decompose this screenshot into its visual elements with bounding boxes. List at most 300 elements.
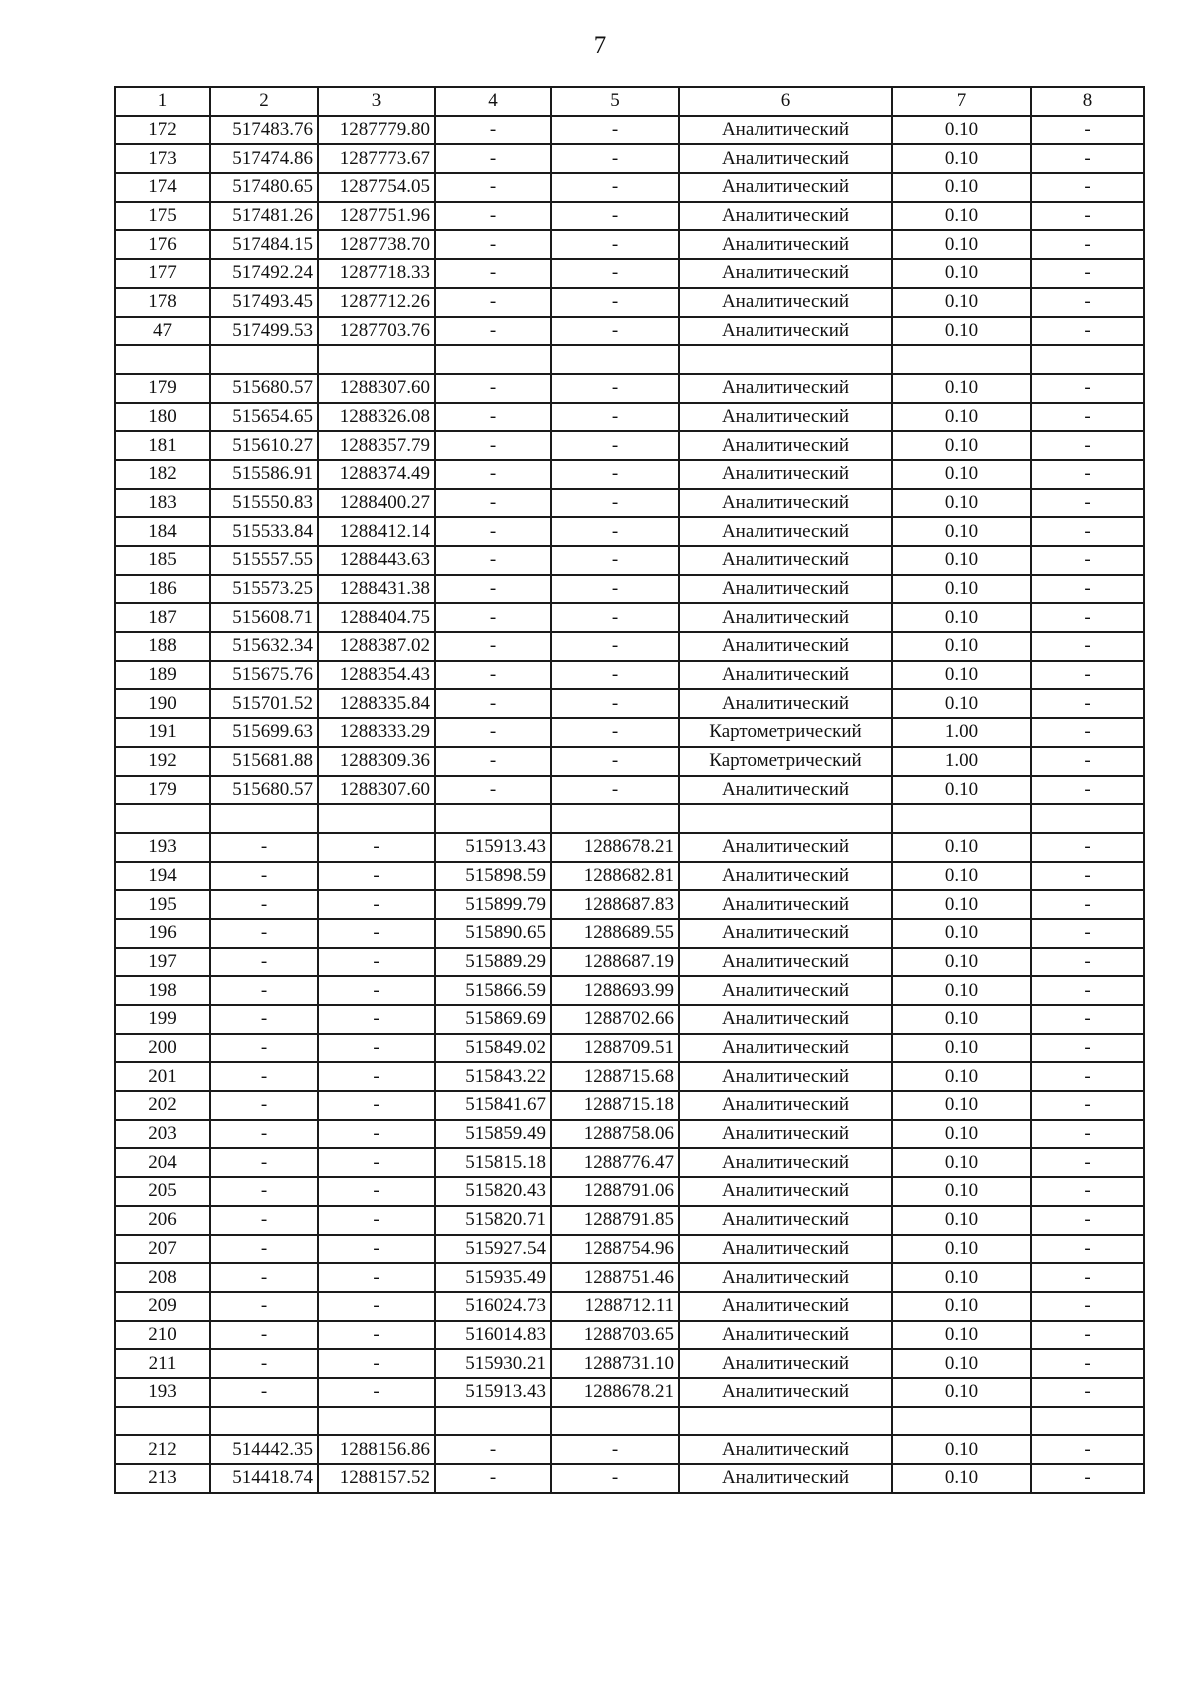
col8-cell: - <box>1031 689 1144 718</box>
col8-cell: - <box>1031 173 1144 202</box>
x-coord-cell: 517481.26 <box>210 202 318 231</box>
accuracy-cell: 0.10 <box>892 259 1031 288</box>
x-coord-cell: - <box>210 890 318 919</box>
table-row <box>115 804 1144 833</box>
table-row <box>115 1435 1144 1464</box>
method-cell: Аналитический <box>679 431 892 460</box>
accuracy-cell: 0.10 <box>892 173 1031 202</box>
y-coord-cell: 1288333.29 <box>318 718 435 747</box>
table-row <box>115 1034 1144 1063</box>
method-cell <box>679 1407 892 1436</box>
y-coord-cell: 1288157.52 <box>318 1464 435 1493</box>
x-coord-cell: - <box>210 1034 318 1063</box>
table-row <box>115 116 1144 145</box>
col8-cell: - <box>1031 1435 1144 1464</box>
method-cell: Аналитический <box>679 1005 892 1034</box>
page-number: 7 <box>593 32 607 59</box>
x-coord-cell: - <box>210 1062 318 1091</box>
y-coord-cell: - <box>318 1062 435 1091</box>
col8-cell: - <box>1031 948 1144 977</box>
x-coord-cell: - <box>210 1378 318 1407</box>
y-coord-cell: 1288431.38 <box>318 575 435 604</box>
col8-cell: - <box>1031 1034 1144 1063</box>
y-new-cell: - <box>551 546 679 575</box>
y-coord-cell: 1288307.60 <box>318 776 435 805</box>
col8-cell: - <box>1031 1378 1144 1407</box>
col8-cell: - <box>1031 431 1144 460</box>
x-coord-cell: 515701.52 <box>210 689 318 718</box>
x-new-cell: 515913.43 <box>435 833 551 862</box>
col8-cell: - <box>1031 460 1144 489</box>
col8-cell <box>1031 804 1144 833</box>
x-coord-cell: 515557.55 <box>210 546 318 575</box>
y-coord-cell: - <box>318 1321 435 1350</box>
accuracy-cell: 0.10 <box>892 374 1031 403</box>
x-coord-cell: 515573.25 <box>210 575 318 604</box>
table-row <box>115 747 1144 776</box>
table-row <box>115 144 1144 173</box>
accuracy-cell: 0.10 <box>892 862 1031 891</box>
x-new-cell: - <box>435 517 551 546</box>
col8-cell: - <box>1031 202 1144 231</box>
point-number-cell: 174 <box>115 173 210 202</box>
y-new-cell: - <box>551 776 679 805</box>
col8-cell: - <box>1031 890 1144 919</box>
y-new-cell <box>551 1407 679 1436</box>
x-coord-cell: 517480.65 <box>210 173 318 202</box>
x-coord-cell: 517492.24 <box>210 259 318 288</box>
point-number-cell: 207 <box>115 1235 210 1264</box>
x-new-cell: - <box>435 202 551 231</box>
x-new-cell: - <box>435 603 551 632</box>
y-new-cell: - <box>551 1464 679 1493</box>
x-coord-cell: 515699.63 <box>210 718 318 747</box>
x-new-cell: - <box>435 1464 551 1493</box>
table-row <box>115 431 1144 460</box>
method-cell: Аналитический <box>679 1148 892 1177</box>
method-cell: Аналитический <box>679 575 892 604</box>
accuracy-cell: 0.10 <box>892 603 1031 632</box>
y-coord-cell: - <box>318 1120 435 1149</box>
header-row <box>115 87 1144 116</box>
y-coord-cell: 1288387.02 <box>318 632 435 661</box>
table-row <box>115 230 1144 259</box>
point-number-cell: 200 <box>115 1034 210 1063</box>
x-new-cell: - <box>435 460 551 489</box>
col8-cell: - <box>1031 517 1144 546</box>
method-cell: Аналитический <box>679 632 892 661</box>
method-cell: Аналитический <box>679 948 892 977</box>
x-coord-cell: 517499.53 <box>210 317 318 346</box>
method-cell: Аналитический <box>679 689 892 718</box>
accuracy-cell: 0.10 <box>892 116 1031 145</box>
method-cell <box>679 804 892 833</box>
col8-cell: - <box>1031 403 1144 432</box>
x-coord-cell: 515608.71 <box>210 603 318 632</box>
column-header: 2 <box>210 87 318 116</box>
x-new-cell: - <box>435 116 551 145</box>
table-row <box>115 718 1144 747</box>
method-cell: Аналитический <box>679 1235 892 1264</box>
y-new-cell: - <box>551 1435 679 1464</box>
table-row <box>115 776 1144 805</box>
x-new-cell: 516024.73 <box>435 1292 551 1321</box>
x-coord-cell: 514418.74 <box>210 1464 318 1493</box>
x-new-cell: 515899.79 <box>435 890 551 919</box>
y-new-cell: - <box>551 288 679 317</box>
table-row <box>115 890 1144 919</box>
table-row <box>115 1407 1144 1436</box>
x-new-cell: - <box>435 144 551 173</box>
y-new-cell: - <box>551 603 679 632</box>
method-cell: Аналитический <box>679 1435 892 1464</box>
col8-cell: - <box>1031 1148 1144 1177</box>
table-row <box>115 689 1144 718</box>
y-coord-cell: 1288354.43 <box>318 661 435 690</box>
method-cell: Аналитический <box>679 976 892 1005</box>
y-new-cell: - <box>551 403 679 432</box>
point-number-cell: 191 <box>115 718 210 747</box>
y-new-cell: - <box>551 747 679 776</box>
col8-cell: - <box>1031 288 1144 317</box>
x-coord-cell: - <box>210 1005 318 1034</box>
col8-cell: - <box>1031 1349 1144 1378</box>
x-coord-cell: 517484.15 <box>210 230 318 259</box>
y-new-cell: - <box>551 374 679 403</box>
column-header: 6 <box>679 87 892 116</box>
point-number-cell: 182 <box>115 460 210 489</box>
point-number-cell: 175 <box>115 202 210 231</box>
y-new-cell: 1288682.81 <box>551 862 679 891</box>
point-number-cell: 205 <box>115 1177 210 1206</box>
x-new-cell: - <box>435 173 551 202</box>
table-row <box>115 833 1144 862</box>
accuracy-cell: 0.10 <box>892 517 1031 546</box>
method-cell: Аналитический <box>679 1034 892 1063</box>
accuracy-cell <box>892 804 1031 833</box>
y-new-cell: - <box>551 173 679 202</box>
x-new-cell: 515935.49 <box>435 1263 551 1292</box>
method-cell: Аналитический <box>679 259 892 288</box>
method-cell: Аналитический <box>679 374 892 403</box>
col8-cell: - <box>1031 747 1144 776</box>
col8-cell: - <box>1031 776 1144 805</box>
y-new-cell: - <box>551 116 679 145</box>
table-row <box>115 1349 1144 1378</box>
y-new-cell: - <box>551 317 679 346</box>
x-coord-cell: - <box>210 976 318 1005</box>
x-coord-cell: 515675.76 <box>210 661 318 690</box>
accuracy-cell: 0.10 <box>892 1435 1031 1464</box>
point-number-cell: 178 <box>115 288 210 317</box>
point-number-cell <box>115 345 210 374</box>
x-coord-cell: 517483.76 <box>210 116 318 145</box>
accuracy-cell: 0.10 <box>892 403 1031 432</box>
x-new-cell: - <box>435 230 551 259</box>
y-coord-cell: - <box>318 862 435 891</box>
table-row <box>115 661 1144 690</box>
point-number-cell: 194 <box>115 862 210 891</box>
point-number-cell: 199 <box>115 1005 210 1034</box>
x-coord-cell: 515654.65 <box>210 403 318 432</box>
point-number-cell: 195 <box>115 890 210 919</box>
y-new-cell <box>551 804 679 833</box>
accuracy-cell: 0.10 <box>892 919 1031 948</box>
table-row <box>115 345 1144 374</box>
x-coord-cell: - <box>210 1349 318 1378</box>
x-new-cell <box>435 1407 551 1436</box>
x-new-cell: 515849.02 <box>435 1034 551 1063</box>
accuracy-cell: 0.10 <box>892 230 1031 259</box>
col8-cell: - <box>1031 1292 1144 1321</box>
coordinates-table <box>114 86 1145 1494</box>
y-new-cell: - <box>551 661 679 690</box>
table-row <box>115 1292 1144 1321</box>
y-new-cell: 1288693.99 <box>551 976 679 1005</box>
table-row <box>115 374 1144 403</box>
y-new-cell: - <box>551 230 679 259</box>
y-new-cell: 1288791.85 <box>551 1206 679 1235</box>
col8-cell: - <box>1031 1005 1144 1034</box>
point-number-cell: 193 <box>115 833 210 862</box>
x-new-cell: 515843.22 <box>435 1062 551 1091</box>
x-coord-cell: 515533.84 <box>210 517 318 546</box>
x-coord-cell: 515586.91 <box>210 460 318 489</box>
table-row <box>115 948 1144 977</box>
point-number-cell: 173 <box>115 144 210 173</box>
table-row <box>115 460 1144 489</box>
x-new-cell <box>435 804 551 833</box>
x-new-cell: 515815.18 <box>435 1148 551 1177</box>
y-new-cell: - <box>551 460 679 489</box>
table-row <box>115 603 1144 632</box>
accuracy-cell: 0.10 <box>892 317 1031 346</box>
table-row <box>115 575 1144 604</box>
y-new-cell: - <box>551 431 679 460</box>
y-coord-cell: 1287773.67 <box>318 144 435 173</box>
x-coord-cell: - <box>210 1177 318 1206</box>
accuracy-cell: 0.10 <box>892 546 1031 575</box>
method-cell: Аналитический <box>679 517 892 546</box>
y-coord-cell: 1287754.05 <box>318 173 435 202</box>
y-new-cell: 1288791.06 <box>551 1177 679 1206</box>
method-cell: Аналитический <box>679 1062 892 1091</box>
point-number-cell: 213 <box>115 1464 210 1493</box>
accuracy-cell: 0.10 <box>892 1349 1031 1378</box>
x-new-cell: - <box>435 632 551 661</box>
method-cell: Аналитический <box>679 489 892 518</box>
y-new-cell: - <box>551 517 679 546</box>
accuracy-cell <box>892 345 1031 374</box>
method-cell: Аналитический <box>679 230 892 259</box>
x-new-cell: 515859.49 <box>435 1120 551 1149</box>
point-number-cell: 187 <box>115 603 210 632</box>
point-number-cell: 189 <box>115 661 210 690</box>
point-number-cell: 208 <box>115 1263 210 1292</box>
x-new-cell: - <box>435 776 551 805</box>
x-new-cell: 515820.43 <box>435 1177 551 1206</box>
y-new-cell: - <box>551 689 679 718</box>
col8-cell: - <box>1031 230 1144 259</box>
method-cell: Аналитический <box>679 833 892 862</box>
method-cell: Аналитический <box>679 890 892 919</box>
point-number-cell: 198 <box>115 976 210 1005</box>
accuracy-cell: 0.10 <box>892 976 1031 1005</box>
col8-cell <box>1031 1407 1144 1436</box>
table-row <box>115 862 1144 891</box>
method-cell: Аналитический <box>679 919 892 948</box>
accuracy-cell: 0.10 <box>892 1148 1031 1177</box>
y-coord-cell: - <box>318 1177 435 1206</box>
col8-cell: - <box>1031 1321 1144 1350</box>
accuracy-cell: 0.10 <box>892 1206 1031 1235</box>
y-new-cell: - <box>551 144 679 173</box>
x-new-cell: 516014.83 <box>435 1321 551 1350</box>
y-new-cell: - <box>551 259 679 288</box>
y-coord-cell: 1288307.60 <box>318 374 435 403</box>
point-number-cell: 211 <box>115 1349 210 1378</box>
table-row <box>115 317 1144 346</box>
point-number-cell: 181 <box>115 431 210 460</box>
x-new-cell: - <box>435 431 551 460</box>
x-new-cell: - <box>435 374 551 403</box>
accuracy-cell: 0.10 <box>892 1263 1031 1292</box>
method-cell: Аналитический <box>679 776 892 805</box>
y-coord-cell: - <box>318 1034 435 1063</box>
point-number-cell: 192 <box>115 747 210 776</box>
y-coord-cell: - <box>318 890 435 919</box>
method-cell: Аналитический <box>679 460 892 489</box>
x-coord-cell: 515681.88 <box>210 747 318 776</box>
point-number-cell: 179 <box>115 374 210 403</box>
y-new-cell: - <box>551 202 679 231</box>
point-number-cell: 180 <box>115 403 210 432</box>
accuracy-cell: 0.10 <box>892 1464 1031 1493</box>
col8-cell: - <box>1031 144 1144 173</box>
x-coord-cell: 515680.57 <box>210 374 318 403</box>
y-new-cell: 1288709.51 <box>551 1034 679 1063</box>
method-cell: Аналитический <box>679 288 892 317</box>
table-row <box>115 1005 1144 1034</box>
table-row <box>115 1120 1144 1149</box>
y-new-cell: 1288712.11 <box>551 1292 679 1321</box>
x-coord-cell: - <box>210 1120 318 1149</box>
table-row <box>115 202 1144 231</box>
x-new-cell: - <box>435 747 551 776</box>
y-coord-cell: 1288400.27 <box>318 489 435 518</box>
y-new-cell: 1288689.55 <box>551 919 679 948</box>
y-new-cell: - <box>551 489 679 518</box>
point-number-cell: 209 <box>115 1292 210 1321</box>
point-number-cell: 188 <box>115 632 210 661</box>
y-new-cell: 1288703.65 <box>551 1321 679 1350</box>
point-number-cell: 185 <box>115 546 210 575</box>
point-number-cell: 193 <box>115 1378 210 1407</box>
method-cell: Аналитический <box>679 1378 892 1407</box>
column-header: 7 <box>892 87 1031 116</box>
x-new-cell: 515927.54 <box>435 1235 551 1264</box>
x-coord-cell: - <box>210 1148 318 1177</box>
col8-cell: - <box>1031 1206 1144 1235</box>
accuracy-cell: 0.10 <box>892 776 1031 805</box>
col8-cell: - <box>1031 575 1144 604</box>
y-new-cell: 1288776.47 <box>551 1148 679 1177</box>
method-cell: Аналитический <box>679 1263 892 1292</box>
y-coord-cell <box>318 345 435 374</box>
col8-cell: - <box>1031 374 1144 403</box>
method-cell: Аналитический <box>679 546 892 575</box>
point-number-cell: 184 <box>115 517 210 546</box>
x-new-cell: - <box>435 718 551 747</box>
x-coord-cell: - <box>210 1235 318 1264</box>
method-cell: Аналитический <box>679 1206 892 1235</box>
x-coord-cell: - <box>210 948 318 977</box>
y-new-cell: 1288678.21 <box>551 833 679 862</box>
y-new-cell: 1288751.46 <box>551 1263 679 1292</box>
table-row <box>115 489 1144 518</box>
y-coord-cell <box>318 1407 435 1436</box>
method-cell: Аналитический <box>679 1349 892 1378</box>
x-coord-cell: - <box>210 919 318 948</box>
table-row <box>115 1235 1144 1264</box>
y-coord-cell: - <box>318 1148 435 1177</box>
x-new-cell: - <box>435 1435 551 1464</box>
point-number-cell: 183 <box>115 489 210 518</box>
method-cell: Аналитический <box>679 116 892 145</box>
x-new-cell: 515913.43 <box>435 1378 551 1407</box>
method-cell: Аналитический <box>679 1120 892 1149</box>
accuracy-cell: 1.00 <box>892 718 1031 747</box>
method-cell: Аналитический <box>679 661 892 690</box>
col8-cell: - <box>1031 317 1144 346</box>
y-coord-cell: 1288443.63 <box>318 546 435 575</box>
accuracy-cell: 0.10 <box>892 890 1031 919</box>
accuracy-cell: 0.10 <box>892 489 1031 518</box>
x-new-cell: - <box>435 317 551 346</box>
point-number-cell: 210 <box>115 1321 210 1350</box>
x-new-cell: - <box>435 546 551 575</box>
point-number-cell: 206 <box>115 1206 210 1235</box>
y-coord-cell: - <box>318 833 435 862</box>
y-new-cell: 1288715.68 <box>551 1062 679 1091</box>
x-new-cell: - <box>435 689 551 718</box>
point-number-cell: 179 <box>115 776 210 805</box>
x-new-cell: - <box>435 259 551 288</box>
y-coord-cell <box>318 804 435 833</box>
point-number-cell: 202 <box>115 1091 210 1120</box>
col8-cell: - <box>1031 919 1144 948</box>
accuracy-cell: 0.10 <box>892 1062 1031 1091</box>
table-row <box>115 517 1144 546</box>
table-row <box>115 546 1144 575</box>
y-new-cell: 1288758.06 <box>551 1120 679 1149</box>
col8-cell: - <box>1031 1263 1144 1292</box>
column-header: 5 <box>551 87 679 116</box>
y-coord-cell: 1287712.26 <box>318 288 435 317</box>
table-row <box>115 1321 1144 1350</box>
col8-cell: - <box>1031 862 1144 891</box>
y-coord-cell: 1287779.80 <box>318 116 435 145</box>
accuracy-cell: 0.10 <box>892 632 1031 661</box>
x-new-cell: - <box>435 403 551 432</box>
x-coord-cell: - <box>210 1292 318 1321</box>
y-coord-cell: 1287703.76 <box>318 317 435 346</box>
accuracy-cell: 1.00 <box>892 747 1031 776</box>
accuracy-cell: 0.10 <box>892 1005 1031 1034</box>
col8-cell: - <box>1031 1177 1144 1206</box>
table-row <box>115 288 1144 317</box>
x-coord-cell <box>210 345 318 374</box>
